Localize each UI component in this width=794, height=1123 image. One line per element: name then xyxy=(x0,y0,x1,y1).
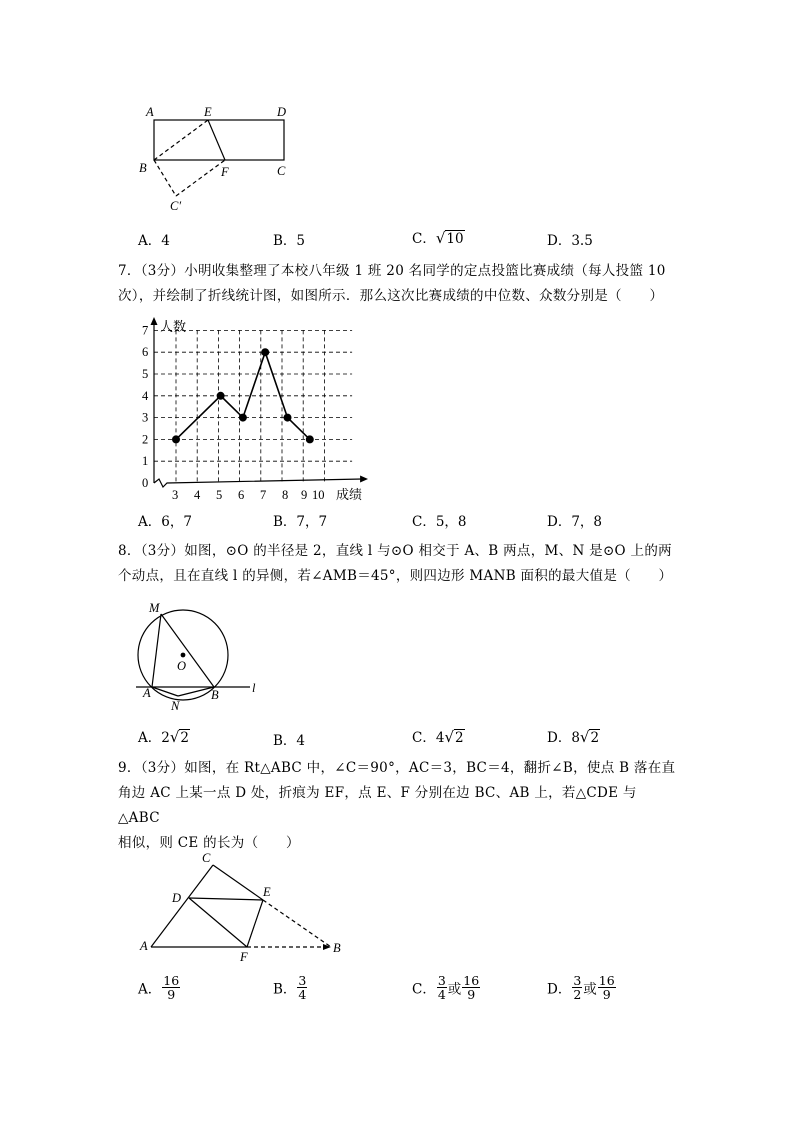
q7-line2: 次），并绘制了折线统计图，如图所示．那么这次比赛成绩的中位数、众数分别是（ ） xyxy=(118,288,664,304)
label-b: B xyxy=(211,688,219,702)
q8-option-c[interactable]: C．4√2 xyxy=(412,728,464,746)
q7-stem xyxy=(118,259,678,309)
y-tick-label: 4 xyxy=(142,388,149,403)
y-tick-label: 0 xyxy=(142,476,149,490)
label-f: F xyxy=(221,165,229,179)
data-point xyxy=(172,435,180,443)
side-ac xyxy=(151,865,213,947)
y-tick-label: 1 xyxy=(142,454,149,469)
segment-de xyxy=(189,898,263,900)
q8-option-d[interactable]: D．8√2 xyxy=(547,728,600,746)
q9-option-d[interactable]: D． $\frac{3}{2}$ 或 $\frac{16}{9}$ xyxy=(547,973,615,1002)
q9-stem xyxy=(118,756,678,856)
y-axis-label: 人数 xyxy=(160,319,187,334)
data-point xyxy=(306,435,314,443)
label-a: A xyxy=(146,105,154,119)
q8-line1: 8．（3分）如图，⊙O 的半径是 2，直线 l 与⊙O 相交于 A、B 两点，M、N 是⊙O 上的两 xyxy=(118,543,672,559)
dashed-c-prime-f xyxy=(176,160,225,196)
q6-option-d[interactable]: D．3.5 xyxy=(547,233,593,249)
rectangle-abcd xyxy=(154,120,284,160)
x-axis xyxy=(154,479,362,487)
label-n: N xyxy=(171,699,180,713)
y-tick-label: 7 xyxy=(142,323,149,338)
label-m: M xyxy=(149,601,160,615)
y-tick-label: 3 xyxy=(142,410,149,425)
x-tick-label: 8 xyxy=(282,488,289,502)
q8-stem xyxy=(118,539,678,589)
q9-line2: 角边 AC 上某一点 D 处，折痕为 EF，点 E、F 分别在边 BC、AB 上，若△CDE 与△ABC xyxy=(118,785,637,826)
x-axis-arrow-icon xyxy=(360,476,368,483)
y-axis-arrow-icon xyxy=(151,317,158,325)
label-c-prime: C′ xyxy=(170,199,182,213)
segment-df xyxy=(189,898,247,947)
x-tick-label: 9 xyxy=(301,488,308,502)
side-ce xyxy=(213,865,263,900)
y-tick-label: 2 xyxy=(142,432,149,447)
label-l: l xyxy=(252,681,256,695)
q6-figure xyxy=(130,100,300,215)
x-tick-label: 6 xyxy=(238,488,245,502)
q7-line1: 7．（3分）小明收集整理了本校八年级 1 班 20 名同学的定点投篮比赛成绩（每人投篮 10 xyxy=(118,263,666,279)
label-o: O xyxy=(177,659,187,673)
q6-option-c[interactable]: C．√10 xyxy=(412,229,464,247)
dashed-bc-prime xyxy=(154,160,176,196)
y-tick-label: 6 xyxy=(142,345,149,360)
fold-line-ef xyxy=(247,900,263,947)
q8-option-b[interactable]: B．4 xyxy=(273,733,306,749)
q8-figure xyxy=(132,598,267,713)
x-tick-label: 5 xyxy=(216,488,223,502)
x-tick-label: 7 xyxy=(260,488,267,502)
fold-line-ef xyxy=(208,120,225,160)
x-tick-label: 10 xyxy=(312,488,325,502)
q9-line1: 9．（3分）如图，在 Rt△ABC 中，∠C＝90°，AC＝3，BC＝4，翻折∠B，使点 B 落在直 xyxy=(118,760,676,776)
q7-option-a[interactable]: A．6，7 xyxy=(138,514,192,530)
label-c: C xyxy=(202,851,211,865)
data-point xyxy=(261,348,269,356)
label-e: E xyxy=(263,885,271,899)
q8-option-a[interactable]: A．2√2 xyxy=(138,728,189,746)
dashed-be xyxy=(154,120,208,160)
data-point xyxy=(239,414,247,422)
y-tick-label: 5 xyxy=(142,367,149,381)
q9-line3: 相似，则 CE 的长为（ ） xyxy=(118,835,300,851)
segment-am xyxy=(152,614,161,687)
label-d: D xyxy=(277,105,287,119)
data-point xyxy=(284,414,292,422)
x-axis-label: 成绩 xyxy=(336,487,363,502)
q7-option-c[interactable]: C．5，8 xyxy=(412,514,467,530)
q6-option-b[interactable]: B．5 xyxy=(273,233,306,249)
label-b: B xyxy=(139,161,147,175)
q9-figure xyxy=(136,848,351,963)
center-point-o xyxy=(181,653,186,658)
q7-line-chart xyxy=(128,315,368,505)
label-b: B xyxy=(333,941,341,955)
segment-mb xyxy=(161,614,214,687)
dashed-eb xyxy=(263,900,331,947)
label-f: F xyxy=(240,950,248,963)
label-e: E xyxy=(204,105,212,119)
q9-option-c[interactable]: C． $\frac{3}{4}$ 或 $\frac{16}{9}$ xyxy=(412,973,480,1002)
q8-line2: 个动点，且在直线 l 的异侧，若∠AMB＝45°，则四边形 MANB 面积的最大值是（ ） xyxy=(118,568,673,584)
q7-option-d[interactable]: D．7，8 xyxy=(547,514,603,530)
label-d: D xyxy=(172,891,182,905)
x-tick-label: 4 xyxy=(194,488,201,502)
label-c: C xyxy=(277,164,286,178)
q7-option-b[interactable]: B．7，7 xyxy=(273,514,328,530)
label-a: A xyxy=(140,939,148,953)
x-tick-label: 3 xyxy=(172,488,179,502)
q9-option-a[interactable]: A． $\frac{16}{9}$ xyxy=(138,973,180,1002)
data-point xyxy=(217,392,225,400)
label-a: A xyxy=(143,686,151,700)
q6-option-a[interactable]: A．4 xyxy=(138,233,170,249)
q9-option-b[interactable]: B． $\frac{3}{4}$ xyxy=(273,973,307,1002)
